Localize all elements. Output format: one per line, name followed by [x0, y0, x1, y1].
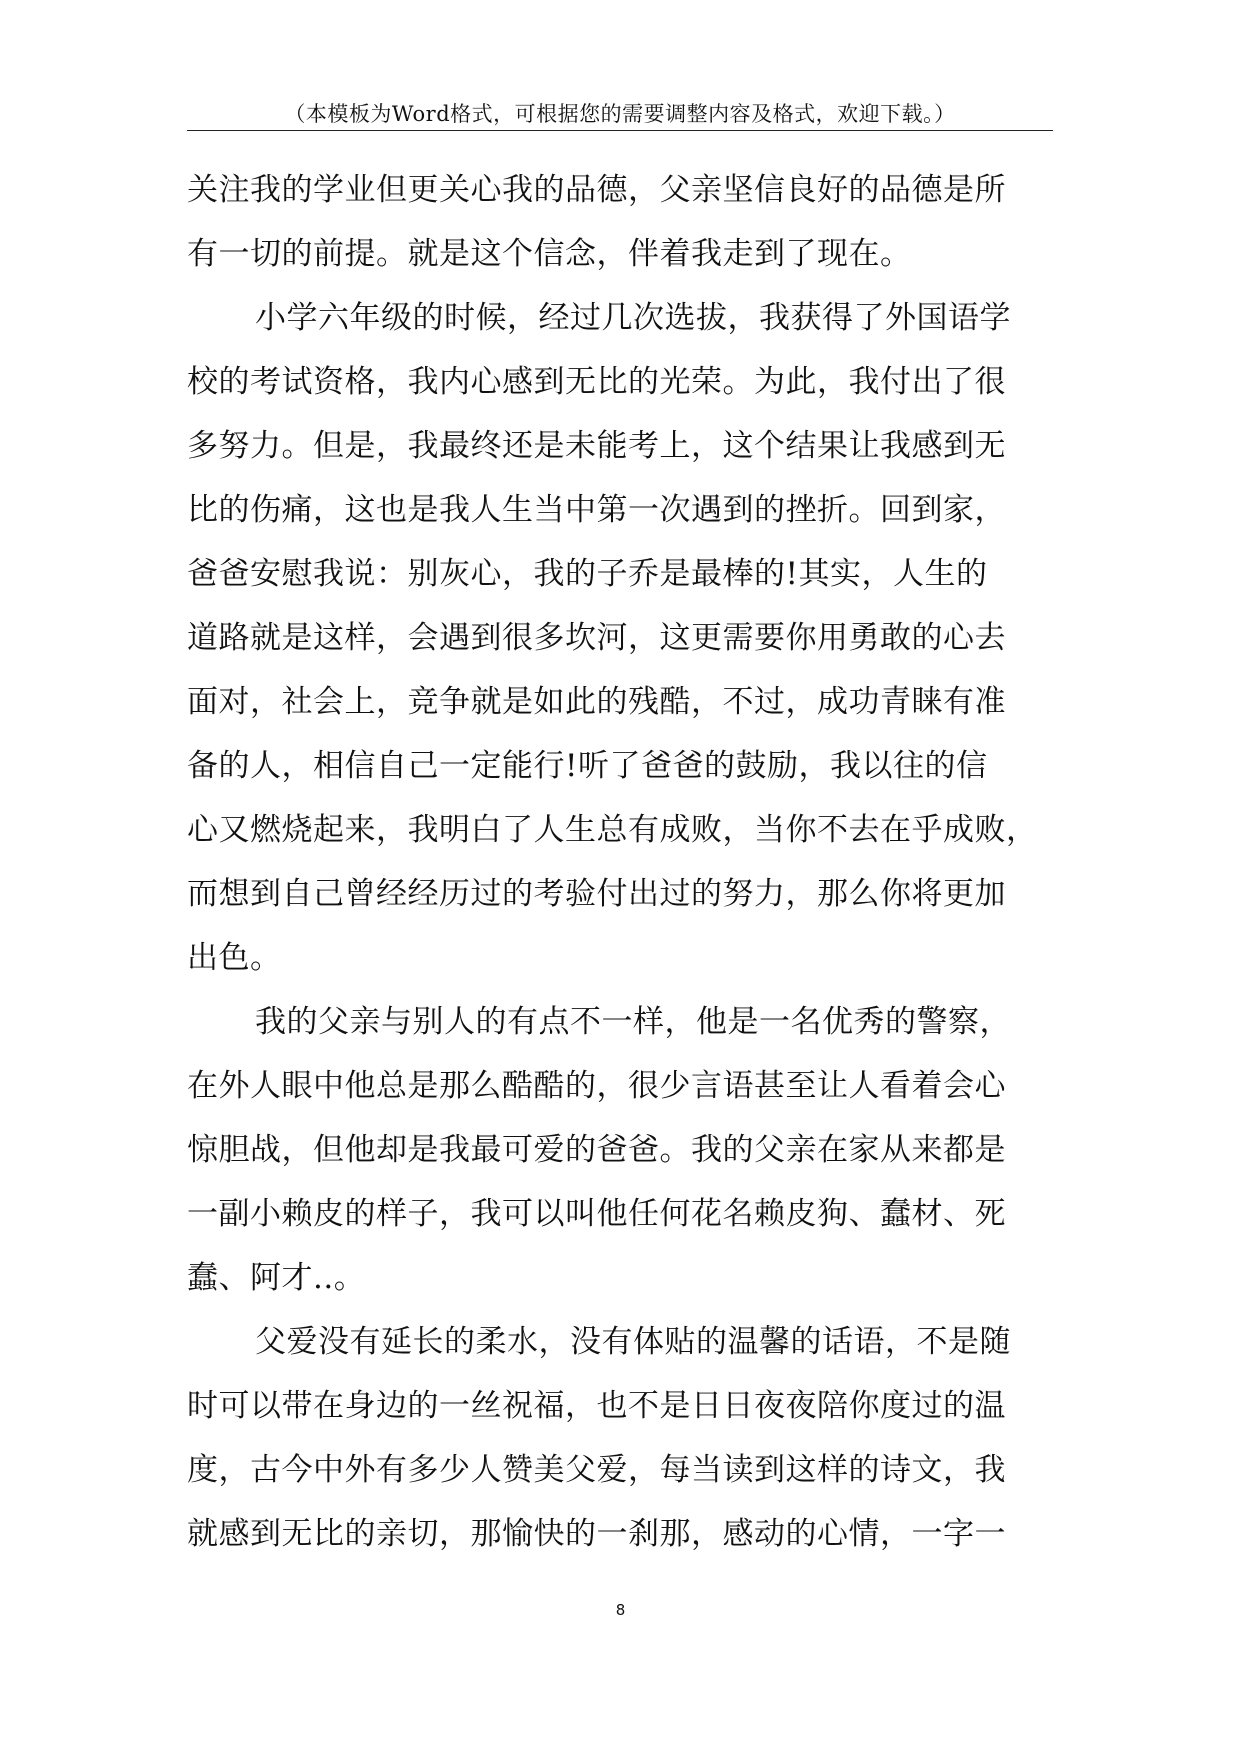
text-line: 多努力。但是，我最终还是未能考上，这个结果让我感到无	[187, 428, 1006, 464]
paragraph-first-line: 我的父亲与别人的有点不一样，他是一名优秀的警察，	[255, 1004, 1011, 1040]
text-line: 面对，社会上，竞争就是如此的残酷，不过，成功青睐有准	[187, 684, 1006, 720]
text-line: 一副小赖皮的样子，我可以叫他任何花名赖皮狗、蠢材、死	[187, 1196, 1006, 1232]
page-number: 8	[615, 1601, 626, 1619]
text-line: 而想到自己曾经经历过的考验付出过的努力，那么你将更加	[187, 876, 1006, 912]
text-line: 心又燃烧起来，我明白了人生总有成败，当你不去在乎成败，	[187, 812, 1038, 848]
header-divider	[187, 130, 1053, 131]
text-line: 爸爸安慰我说：别灰心，我的子乔是最棒的!其实，人生的	[187, 556, 988, 592]
text-line: 关注我的学业但更关心我的品德，父亲坚信良好的品德是所	[187, 172, 1006, 208]
text-line: 备的人，相信自己一定能行!听了爸爸的鼓励，我以往的信	[187, 748, 988, 784]
document-body	[187, 158, 1057, 1566]
text-line: 有一切的前提。就是这个信念，伴着我走到了现在。	[187, 236, 912, 272]
page-header: （本模板为Word格式，可根据您的需要调整内容及格式，欢迎下载。）	[284, 102, 956, 126]
text-line: 比的伤痛，这也是我人生当中第一次遇到的挫折。回到家，	[187, 492, 1006, 528]
paragraph-first-line: 小学六年级的时候，经过几次选拔，我获得了外国语学	[255, 300, 1011, 336]
text-line: 校的考试资格，我内心感到无比的光荣。为此，我付出了很	[187, 364, 1006, 400]
text-line: 惊胆战，但他却是我最可爱的爸爸。我的父亲在家从来都是	[187, 1132, 1006, 1168]
text-line: 就感到无比的亲切，那愉快的一刹那，感动的心情，一字一	[187, 1516, 1006, 1552]
text-line: 出色。	[187, 940, 282, 976]
text-line: 蠢、阿才..。	[187, 1260, 366, 1296]
text-line: 度，古今中外有多少人赞美父爱，每当读到这样的诗文，我	[187, 1452, 1006, 1488]
paragraph-first-line: 父爱没有延长的柔水，没有体贴的温馨的话语，不是随	[255, 1324, 1011, 1360]
text-line: 在外人眼中他总是那么酷酷的，很少言语甚至让人看着会心	[187, 1068, 1006, 1104]
text-line: 道路就是这样，会遇到很多坎河，这更需要你用勇敢的心去	[187, 620, 1006, 656]
text-line: 时可以带在身边的一丝祝福，也不是日日夜夜陪你度过的温	[187, 1388, 1006, 1424]
